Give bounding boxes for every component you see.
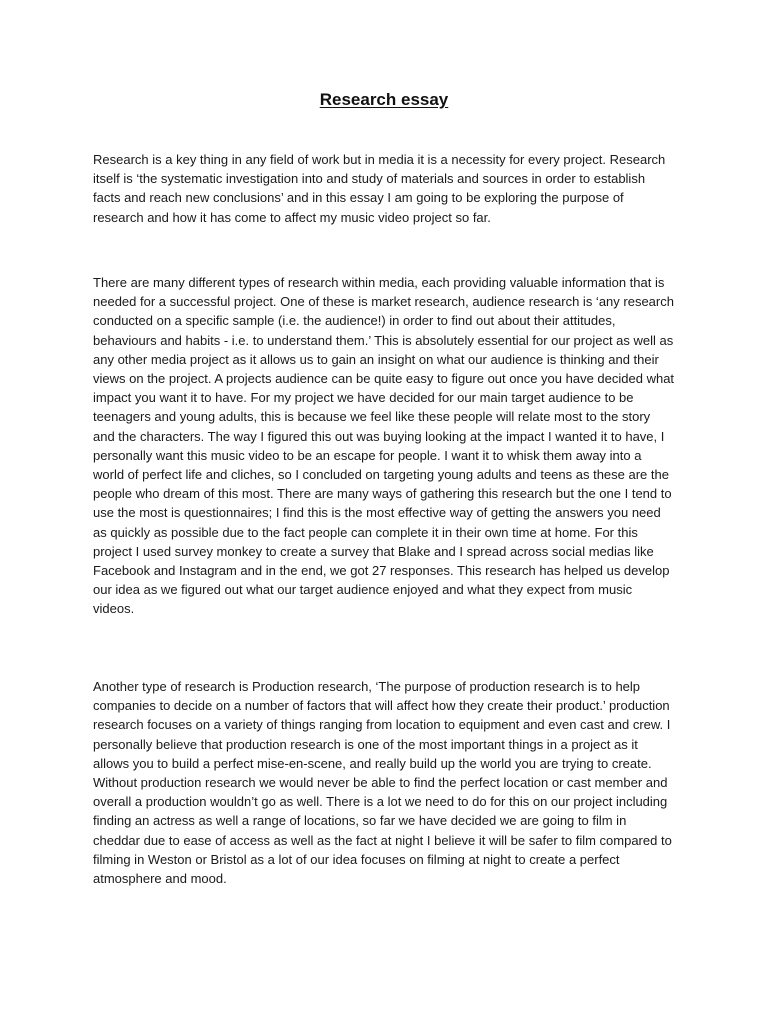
paragraph-market-research: There are many different types of research within media, each providing valuable information that is needed for a successful project. One of these is market research, audience research is ‘any research conducted on a specific sample (i.e. the audience!) in order to find out about their attitudes, behaviours and habits - i.e. to understand them.’ This is absolutely essential for our project as well as any other media project as it allows us to gain an insight on what our audience is thinking and their views on the project. A projects audience can be quite easy to figure out once you have decided what impact you want it to have. For my project we have decided for our main target audience to be teenagers and young adults, this is because we feel like these people will relate most to the story and the characters. The way I figured this out was buying looking at the impact I wanted it to have, I personally want this music video to be an escape for people. I want it to whisk them away into a world of perfect life and cliches, so I concluded on targeting young adults and teens as these are the people who dream of this most. There are many ways of gathering this research but the one I tend to use the most is questionnaires; I find this is the most effective way of getting the answers you need as quickly as possible due to the fact people can complete it in their own time at home. For this project I used survey monkey to create a survey that Blake and I spread across social medias like Facebook and Instagram and in the end, we got 27 responses. This research has helped us develop our idea as we figured out what our target audience enjoyed and what they expect from music videos.	[93, 275, 675, 617]
paragraph-production-research: Another type of research is Production research, ‘The purpose of production research is to help companies to decide on a number of factors that will affect how they create their product.’ production research focuses on a variety of things ranging from location to equipment and even cast and crew. I personally believe that production research is one of the most important things in a project as it allows you to build a perfect mise-en-scene, and really build up the world you are trying to create. Without production research we would never be able to find the perfect location or cast member and overall a production wouldn’t go as well. There is a lot we need to do for this on our project including finding an actress as well a range of locations, so far we have decided we are going to film in cheddar due to ease of access as well as the fact at night I believe it will be safer to film compared to filming in Weston or Bristol as a lot of our idea focuses on filming at night to create a perfect atmosphere and mood.	[93, 679, 672, 887]
document-title: Research essay	[319, 90, 449, 109]
paragraph-intro: Research is a key thing in any field of work but in media it is a necessity for every project. Research itself is ‘the systematic investigation into and study of materials and sources in order to establish facts and reach new conclusions’ and in this essay I am going to be exploring the purpose of research and how it has come to affect my music video project so far.	[93, 152, 666, 225]
